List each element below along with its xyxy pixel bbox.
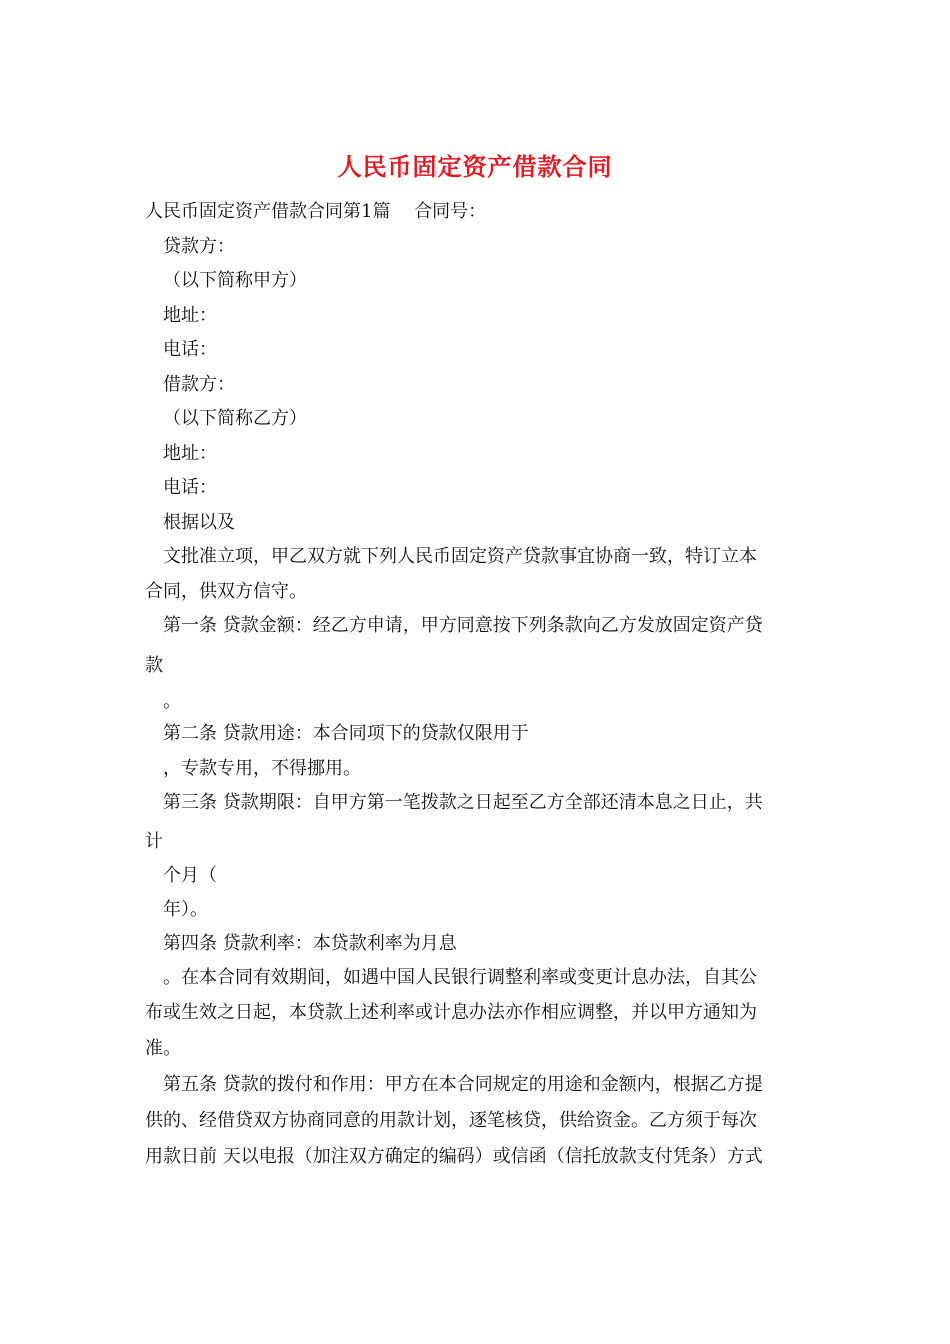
borrower-phone-label: 电话： [163,477,217,498]
article-5-line-3: 用款日前 天以电报（加注双方确定的编码）或信函（信托放款支付凭条）方式 [145,1146,763,1167]
article-3-line-3: 个月（ [163,865,217,886]
borrower-label: 借款方： [163,374,235,395]
document-title: 人民币固定资产借款合同 [337,152,613,181]
article-3-line-1: 第三条 贷款期限：自甲方第一笔拨款之日起至乙方全部还清本息之日止，共 [163,792,763,813]
article-5-line-1: 第五条 贷款的拨付和作用：甲方在本合同规定的用途和金额内，根据乙方提 [163,1074,763,1095]
article-4-line-1: 第四条 贷款利率：本贷款利率为月息 [163,933,457,954]
lender-alias: （以下简称甲方） [163,270,307,291]
borrower-address-label: 地址： [163,443,217,464]
article-1-line-3: 。 [163,691,181,712]
preamble-line-2: 合同，供双方信守。 [145,581,307,602]
contract-number-line: 人民币固定资产借款合同第1篇 合同号： [145,201,487,222]
article-3-line-2: 计 [145,831,163,852]
article-1-line-2: 款 [145,655,163,676]
article-4-line-4: 准。 [145,1038,181,1059]
borrower-alias: （以下简称乙方） [163,408,307,429]
lender-phone-label: 电话： [163,339,217,360]
article-2-line-2: ，专款专用，不得挪用。 [163,758,361,779]
article-4-line-3: 布或生效之日起，本贷款上述利率或计息办法亦作相应调整，并以甲方通知为 [145,1002,757,1023]
preamble-line-1: 文批准立项，甲乙双方就下列人民币固定资产贷款事宜协商一致，特订立本 [163,546,757,567]
article-1-line-1: 第一条 贷款金额：经乙方申请，甲方同意按下列条款向乙方发放固定资产贷 [163,615,763,636]
lender-label: 贷款方： [163,236,235,257]
lender-address-label: 地址： [163,305,217,326]
article-2-line-1: 第二条 贷款用途：本合同项下的贷款仅限用于 [163,723,529,744]
article-5-line-2: 供的、经借贷双方协商同意的用款计划，逐笔核贷，供给资金。乙方须于每次 [145,1110,757,1131]
basis-line: 根据以及 [163,512,235,533]
article-3-line-4: 年）。 [163,899,208,920]
article-4-line-2: 。在本合同有效期间，如遇中国人民银行调整利率或变更计息办法，自其公 [163,967,757,988]
